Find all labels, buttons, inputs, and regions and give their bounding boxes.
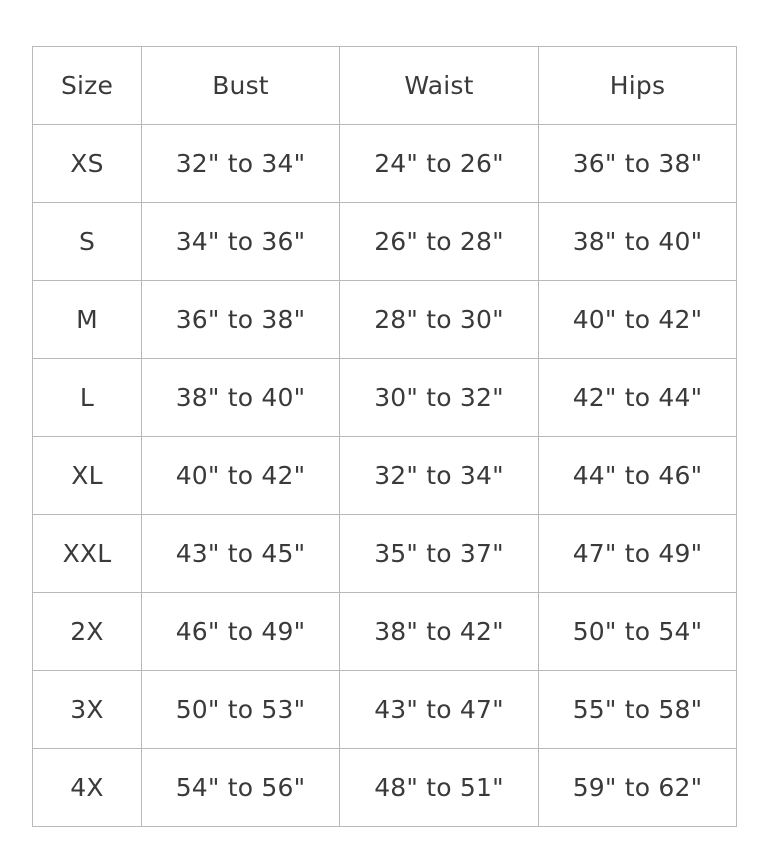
cell-waist: 24" to 26" [340,125,539,203]
header-hips: Hips [539,47,737,125]
table-row [33,359,737,437]
header-waist: Waist [340,47,539,125]
cell-size: M [33,281,142,359]
cell-size: 4X [33,749,142,827]
cell-size: XS [33,125,142,203]
cell-waist: 28" to 30" [340,281,539,359]
cell-size: XXL [33,515,142,593]
cell-bust: 36" to 38" [142,281,340,359]
cell-size: 2X [33,593,142,671]
cell-bust: 50" to 53" [142,671,340,749]
cell-bust: 32" to 34" [142,125,340,203]
cell-hips: 50" to 54" [539,593,737,671]
cell-waist: 30" to 32" [340,359,539,437]
cell-hips: 47" to 49" [539,515,737,593]
cell-hips: 59" to 62" [539,749,737,827]
cell-size: S [33,203,142,281]
cell-waist: 43" to 47" [340,671,539,749]
cell-hips: 38" to 40" [539,203,737,281]
table-header [33,47,737,125]
table-body [33,125,737,827]
cell-hips: 42" to 44" [539,359,737,437]
header-size: Size [33,47,142,125]
header-row [33,47,737,125]
cell-waist: 32" to 34" [340,437,539,515]
cell-waist: 26" to 28" [340,203,539,281]
table-row [33,437,737,515]
cell-bust: 43" to 45" [142,515,340,593]
table-row [33,593,737,671]
table-row [33,281,737,359]
cell-hips: 40" to 42" [539,281,737,359]
cell-waist: 38" to 42" [340,593,539,671]
cell-waist: 35" to 37" [340,515,539,593]
table-row [33,749,737,827]
cell-hips: 44" to 46" [539,437,737,515]
cell-bust: 54" to 56" [142,749,340,827]
cell-bust: 38" to 40" [142,359,340,437]
cell-size: XL [33,437,142,515]
size-chart-table [32,46,737,827]
cell-bust: 46" to 49" [142,593,340,671]
cell-size: 3X [33,671,142,749]
cell-bust: 34" to 36" [142,203,340,281]
table-row [33,125,737,203]
table-row [33,203,737,281]
table-row [33,671,737,749]
cell-bust: 40" to 42" [142,437,340,515]
cell-waist: 48" to 51" [340,749,539,827]
cell-hips: 36" to 38" [539,125,737,203]
cell-hips: 55" to 58" [539,671,737,749]
cell-size: L [33,359,142,437]
table-row [33,515,737,593]
header-bust: Bust [142,47,340,125]
